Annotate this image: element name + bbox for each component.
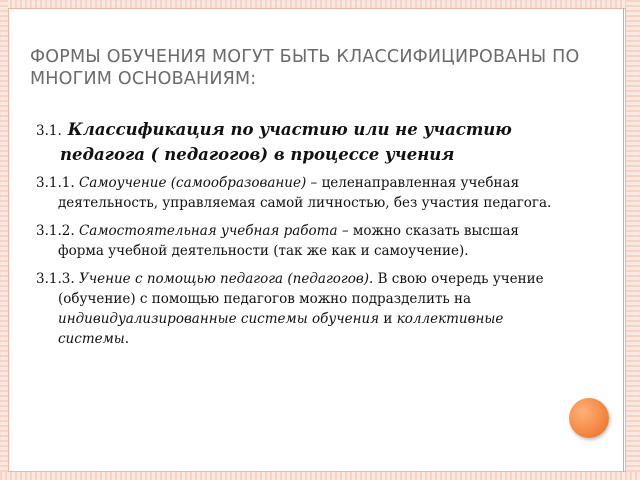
border-right	[626, 0, 640, 480]
item-term: Учение с помощью педагога (педагогов).	[78, 271, 374, 287]
item-text: В свою очередь учение (обучение) с помощью педагогов можно подразделить на	[58, 271, 544, 307]
orange-circle-decoration	[569, 398, 609, 438]
list-item	[36, 269, 566, 349]
item-number: 3.1.1.	[36, 175, 75, 191]
item-emphasis: индивидуализированные системы обучения	[58, 311, 380, 327]
slide-title: ФОРМЫ ОБУЧЕНИЯ МОГУТ БЫТЬ КЛАССИФИЦИРОВАНЫ ПО МНОГИМ ОСНОВАНИЯМ:	[30, 47, 580, 89]
border-left	[0, 0, 8, 480]
item-term: Самоучение (самообразование)	[78, 175, 307, 191]
item-number: 3.1.2.	[36, 223, 75, 239]
item-emphasis: коллективные системы	[58, 311, 504, 347]
list-item	[36, 221, 566, 261]
section-heading-text: Классификация по участию или не участию педагога ( педагогов) в процессе учения	[60, 120, 512, 164]
border-bottom	[0, 472, 640, 480]
right-rule	[623, 8, 624, 472]
item-text: .	[124, 331, 130, 347]
border-top	[0, 0, 640, 8]
section-number: 3.1.	[36, 123, 62, 139]
list-item	[36, 173, 566, 213]
item-text: – целенаправленная учебная деятельность, управляемая самой личностью, без участия педагога.	[58, 175, 552, 211]
section-heading	[36, 118, 566, 167]
item-text: и	[379, 311, 397, 327]
slide-content	[36, 118, 566, 357]
item-number: 3.1.3.	[36, 271, 75, 287]
item-term: Самостоятельная учебная работа	[78, 223, 338, 239]
item-text: – можно сказать высшая форма учебной деятельности (так же как и самоучение).	[58, 223, 519, 259]
